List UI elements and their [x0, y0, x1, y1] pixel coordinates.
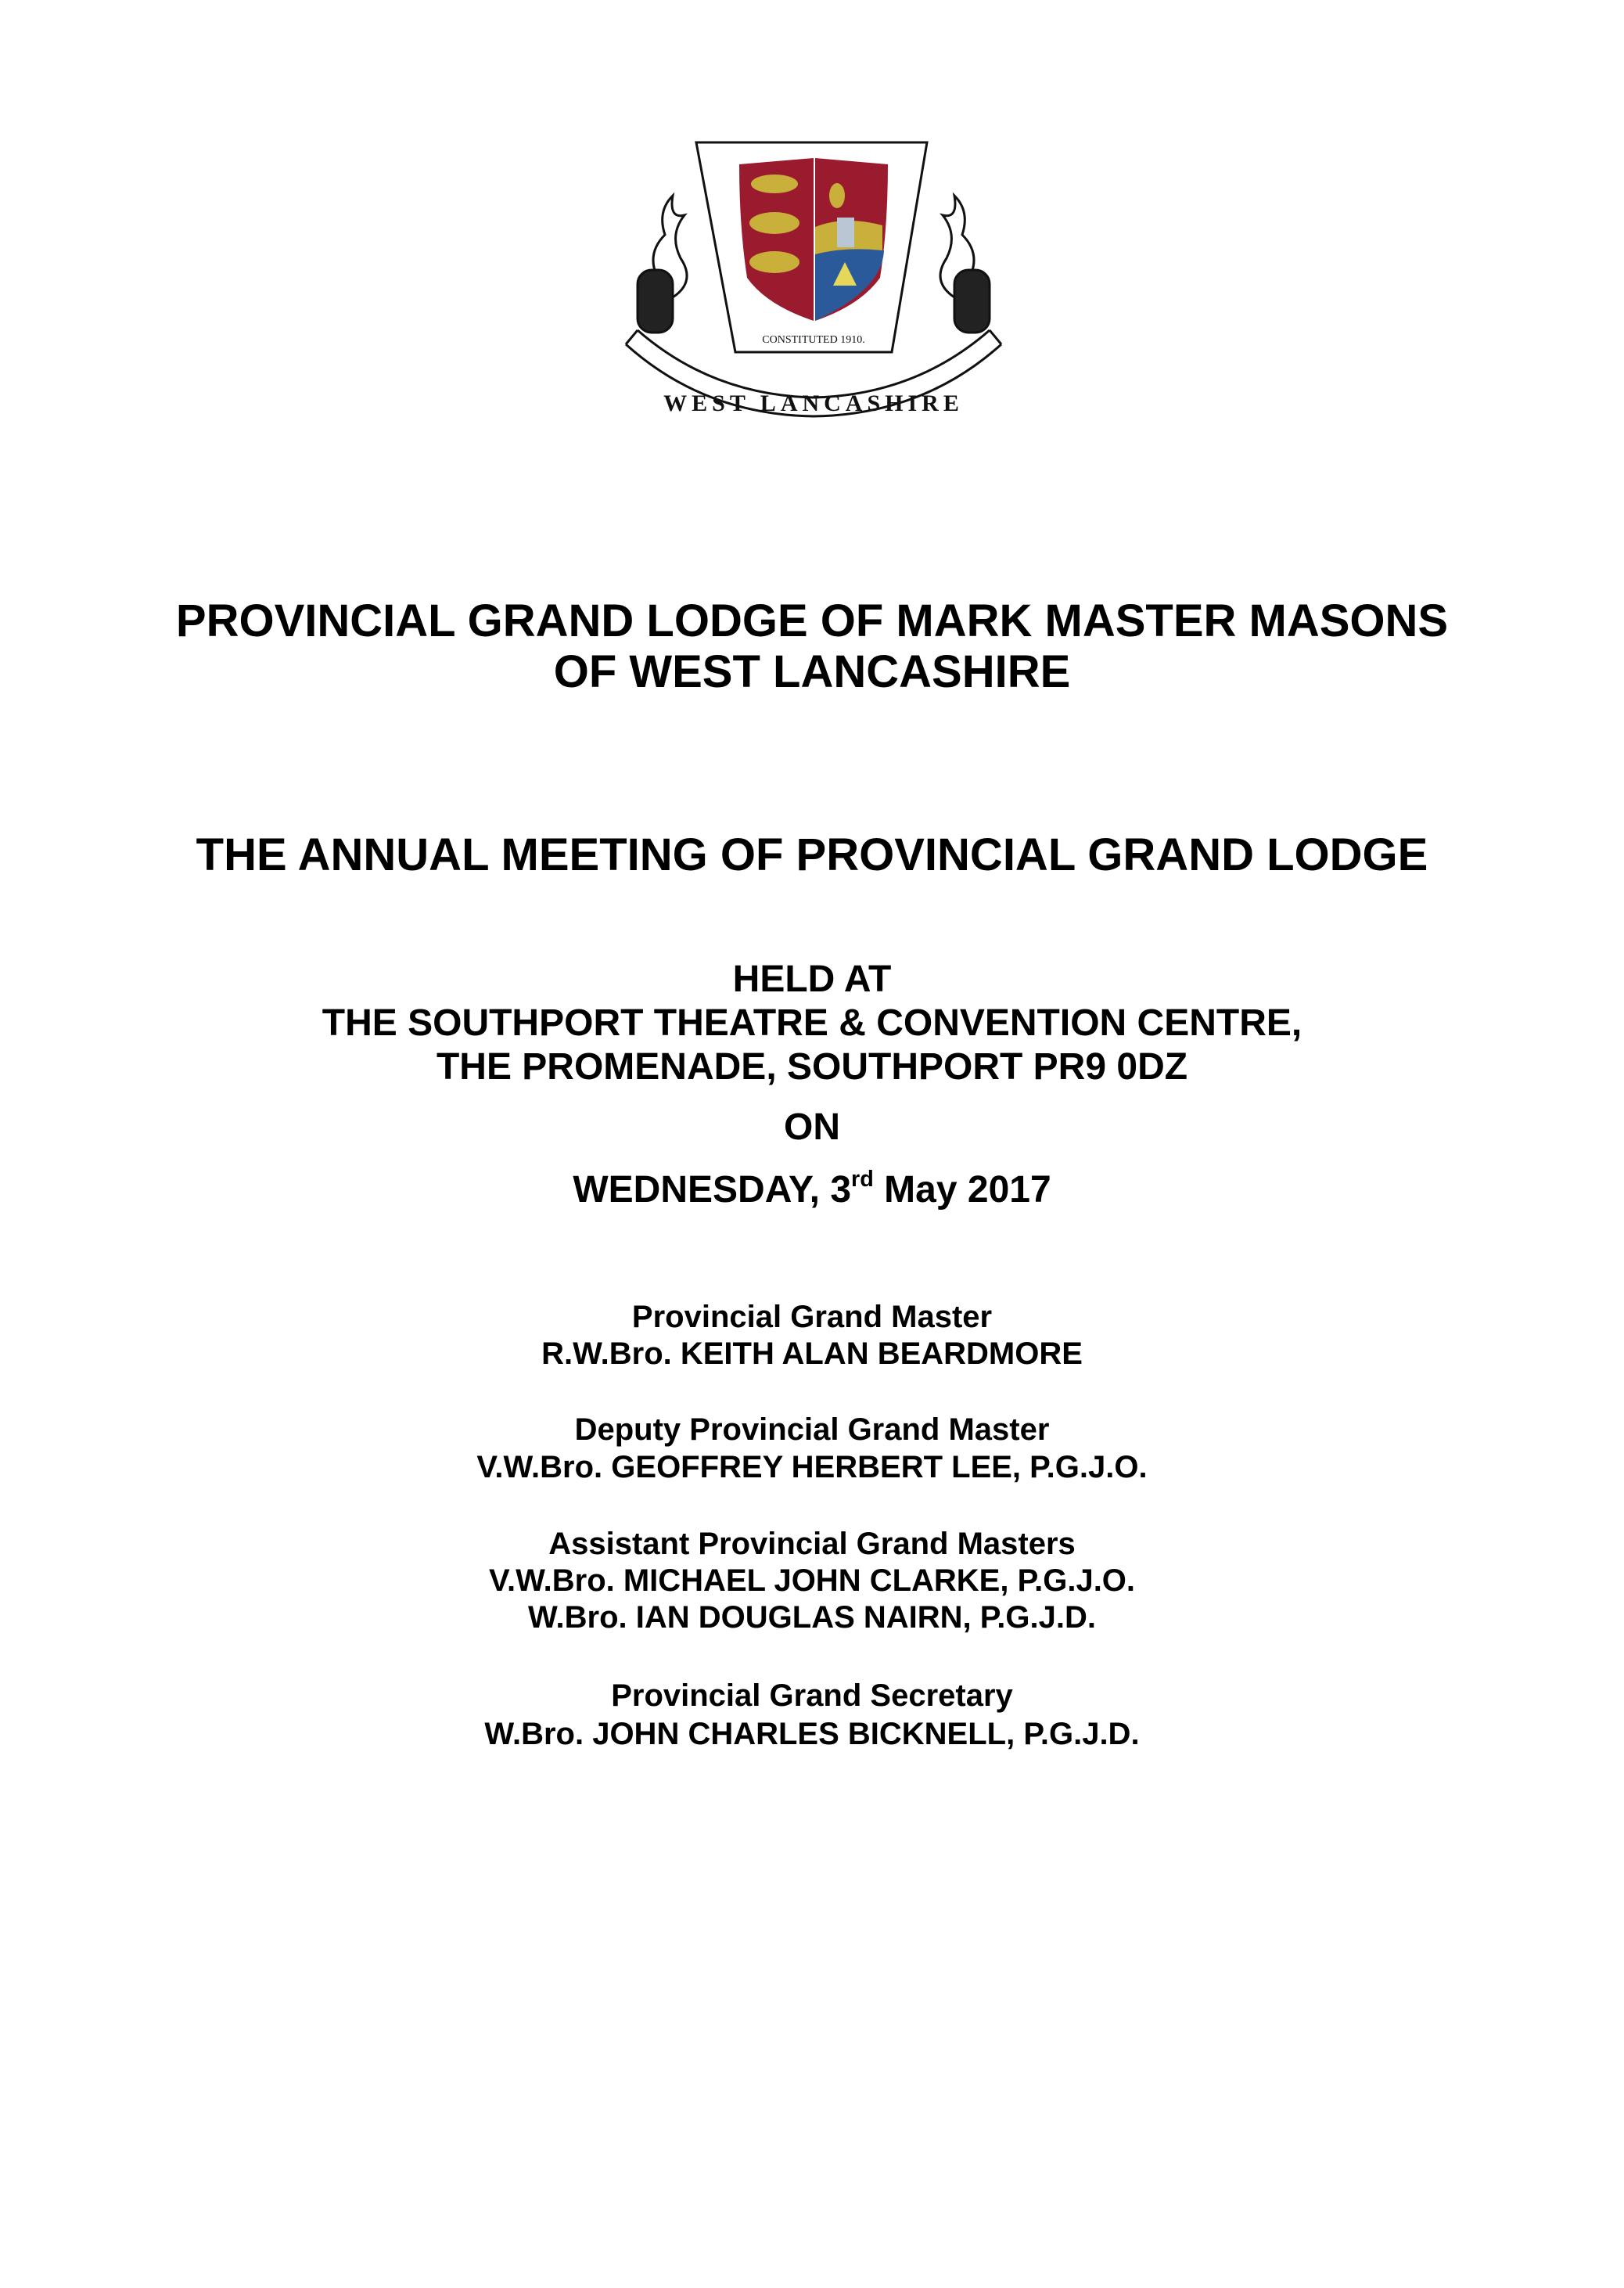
date-prefix: WEDNESDAY, 3 [573, 1169, 852, 1211]
officer-name: V.W.Bro. MICHAEL JOHN CLARKE, P.G.J.O. [488, 1563, 1136, 1598]
meeting-date [0, 1166, 1624, 1211]
officer-name: V.W.Bro. GEOFFREY HERBERT LEE, P.G.J.O. [476, 1450, 1148, 1484]
officer-name: W.Bro. JOHN CHARLES BICKNELL, P.G.J.D. [484, 1717, 1140, 1751]
meeting-subtitle: THE ANNUAL MEETING OF PROVINCIAL GRAND LODGE [196, 829, 1428, 880]
title-line-2: OF WEST LANCASHIRE [553, 646, 1071, 697]
venue-line-1: THE SOUTHPORT THEATRE & CONVENTION CENTRE, [322, 1002, 1302, 1044]
logo-motto-top: CONSTITUTED 1910. [762, 334, 865, 346]
officer-role: Provincial Grand Master [631, 1300, 993, 1334]
venue-line-2: THE PROMENADE, SOUTHPORT PR9 0DZ [436, 1046, 1188, 1088]
on-label: ON [784, 1106, 840, 1148]
date-ordinal: rd [851, 1166, 874, 1192]
west-lancashire-crest-logo [610, 110, 1017, 419]
officer-role: Deputy Provincial Grand Master [574, 1412, 1050, 1447]
date-rest: May 2017 [873, 1169, 1051, 1211]
officer-role: Assistant Provincial Grand Masters [548, 1527, 1076, 1561]
held-at-label: HELD AT [732, 959, 892, 1000]
title-line-1: PROVINCIAL GRAND LODGE OF MARK MASTER MASONS [175, 595, 1449, 646]
logo-motto-bottom: WEST LANCASHIRE [663, 390, 964, 416]
officer-name: R.W.Bro. KEITH ALAN BEARDMORE [541, 1336, 1083, 1371]
officer-name: W.Bro. IAN DOUGLAS NAIRN, P.G.J.D. [528, 1600, 1096, 1635]
officer-role: Provincial Grand Secretary [611, 1678, 1013, 1713]
